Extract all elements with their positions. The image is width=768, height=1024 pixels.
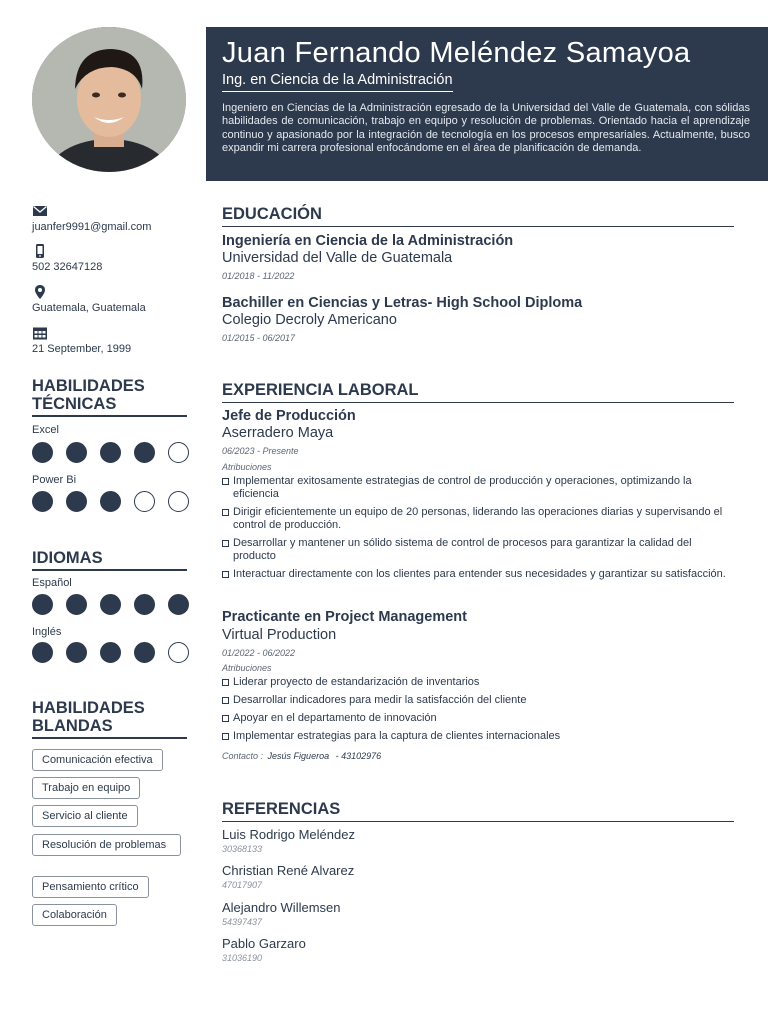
experience-title: EXPERIENCIA LABORAL bbox=[222, 380, 734, 403]
reference-name: Pablo Garzaro bbox=[222, 936, 306, 951]
skill-label-powerbi: Power Bi bbox=[32, 474, 77, 486]
rating-dot-filled bbox=[32, 642, 53, 663]
education-dates: 01/2015 - 06/2017 bbox=[222, 333, 296, 343]
rating-dot-filled bbox=[100, 442, 121, 463]
language-rating-spanish bbox=[32, 594, 189, 615]
list-item: Desarrollar indicadores para medir la satisfacción del cliente bbox=[222, 694, 734, 707]
rating-dot-filled bbox=[134, 442, 155, 463]
tech-skills-title bbox=[32, 377, 187, 417]
job-company: Virtual Production bbox=[222, 627, 337, 643]
rating-dot-filled bbox=[66, 594, 87, 615]
rating-dot-filled bbox=[32, 442, 53, 463]
full-name: Juan Fernando Meléndez Samayoa bbox=[222, 37, 691, 69]
skill-rating-powerbi bbox=[32, 491, 189, 512]
map-pin-icon bbox=[32, 284, 48, 300]
list-item: Interactuar directamente con los clientes para entender sus necesidades y garantizar su satisfacción. bbox=[222, 568, 734, 581]
header-banner bbox=[206, 27, 768, 181]
rating-dot-empty bbox=[168, 491, 189, 512]
tech-skills-title-line1: HABILIDADES bbox=[32, 377, 145, 395]
job-contact bbox=[222, 751, 381, 761]
job-contact-phone: - 43102976 bbox=[335, 751, 382, 761]
education-title: EDUCACIÓN bbox=[222, 204, 734, 227]
list-item: Desarrollar y mantener un sólido sistema de control de procesos para garantizar la calidad del producto bbox=[222, 537, 734, 563]
envelope-icon bbox=[32, 203, 48, 219]
list-item: Liderar proyecto de estandarización de inventarios bbox=[222, 676, 734, 689]
rating-dot-filled bbox=[168, 594, 189, 615]
rating-dot-filled bbox=[32, 594, 53, 615]
list-item: Apoyar en el departamento de innovación bbox=[222, 712, 734, 725]
soft-skill-tag: Colaboración bbox=[32, 904, 117, 926]
contact-location bbox=[32, 284, 146, 314]
rating-dot-filled bbox=[100, 594, 121, 615]
calendar-icon bbox=[32, 325, 48, 341]
profile-photo bbox=[32, 27, 186, 172]
skill-rating-excel bbox=[32, 442, 189, 463]
rating-dot-filled bbox=[100, 491, 121, 512]
email-text: juanfer9991@gmail.com bbox=[32, 221, 152, 233]
job-contact-label: Contacto : bbox=[222, 751, 264, 761]
rating-dot-filled bbox=[66, 442, 87, 463]
job-contact-name: Jesús Figueroa bbox=[267, 751, 330, 761]
reference-phone: 30368133 bbox=[222, 844, 263, 854]
education-degree: Ingeniería en Ciencia de la Administración bbox=[222, 233, 514, 249]
education-school: Universidad del Valle de Guatemala bbox=[222, 250, 453, 266]
job-title: Ing. en Ciencia de la Administración bbox=[222, 71, 453, 92]
soft-skill-tag: Trabajo en equipo bbox=[32, 777, 140, 799]
avatar bbox=[32, 27, 186, 172]
rating-dot-filled bbox=[100, 642, 121, 663]
job-dates: 01/2022 - 06/2022 bbox=[222, 648, 296, 658]
list-item: Dirigir eficientemente un equipo de 20 personas, liderando las operaciones diarias y supervisando el control de producción. bbox=[222, 506, 734, 532]
contact-email bbox=[32, 203, 151, 233]
contact-birthdate bbox=[32, 325, 131, 355]
profile-summary: Ingeniero en Ciencias de la Administración egresado de la Universidad del Valle de Guatemala, con sólidas habilidades de comunicación, trabajo en equipo y resolución de problemas. Orientado hacia el aprendizaje continuo y apasionado por la integración de tecnología en los procesos empresariales. Actualmente, busco expandir mi carrera profesional enfocándome en el área de planificación de demanda. bbox=[222, 102, 750, 155]
soft-skill-tag: Comunicación efectiva bbox=[32, 749, 163, 771]
list-item: Implementar exitosamente estrategias de control de producción y operaciones, optimizando la eficiencia bbox=[222, 475, 734, 501]
reference-phone: 31036190 bbox=[222, 953, 263, 963]
job-position: Jefe de Producción bbox=[222, 408, 356, 424]
phone-text: 502 32647128 bbox=[32, 261, 103, 273]
soft-skill-tag: Pensamiento crítico bbox=[32, 876, 149, 898]
job-duties-list bbox=[222, 475, 734, 586]
skill-label-excel: Excel bbox=[32, 424, 59, 436]
job-duties-label: Atribuciones bbox=[222, 462, 272, 472]
job-position: Practicante en Project Management bbox=[222, 609, 467, 625]
languages-title: IDIOMAS bbox=[32, 549, 187, 571]
soft-skill-tag: Resolución de problemas bbox=[32, 834, 181, 856]
job-company: Aserradero Maya bbox=[222, 425, 334, 441]
rating-dot-empty bbox=[168, 442, 189, 463]
reference-phone: 54397437 bbox=[222, 917, 263, 927]
rating-dot-filled bbox=[66, 491, 87, 512]
reference-name: Alejandro Willemsen bbox=[222, 900, 341, 915]
rating-dot-filled bbox=[32, 491, 53, 512]
location-text: Guatemala, Guatemala bbox=[32, 302, 146, 314]
job-duties-list bbox=[222, 676, 734, 748]
rating-dot-filled bbox=[134, 642, 155, 663]
reference-name: Christian René Alvarez bbox=[222, 863, 355, 878]
reference-name: Luis Rodrigo Meléndez bbox=[222, 827, 355, 842]
soft-skills-title bbox=[32, 699, 187, 739]
language-rating-english bbox=[32, 642, 189, 663]
rating-dot-empty bbox=[168, 642, 189, 663]
rating-dot-filled bbox=[66, 642, 87, 663]
language-label-english: Inglés bbox=[32, 626, 62, 638]
soft-skills-title-line1: HABILIDADES bbox=[32, 699, 145, 717]
birthdate-text: 21 September, 1999 bbox=[32, 343, 132, 355]
education-school: Colegio Decroly Americano bbox=[222, 312, 397, 328]
list-item: Implementar estrategias para la captura de clientes internacionales bbox=[222, 730, 734, 743]
references-title: REFERENCIAS bbox=[222, 799, 734, 822]
reference-phone: 47017907 bbox=[222, 880, 263, 890]
contact-phone bbox=[32, 243, 102, 273]
job-dates: 06/2023 - Presente bbox=[222, 446, 299, 456]
job-duties-label: Atribuciones bbox=[222, 663, 272, 673]
education-dates: 01/2018 - 11/2022 bbox=[222, 271, 295, 281]
soft-skill-tag: Servicio al cliente bbox=[32, 805, 138, 827]
rating-dot-empty bbox=[134, 491, 155, 512]
education-degree: Bachiller en Ciencias y Letras- High School Diploma bbox=[222, 295, 583, 311]
rating-dot-filled bbox=[134, 594, 155, 615]
tech-skills-title-line2: TÉCNICAS bbox=[32, 395, 117, 413]
language-label-spanish: Español bbox=[32, 577, 72, 589]
mobile-phone-icon bbox=[32, 243, 48, 259]
soft-skills-title-line2: BLANDAS bbox=[32, 717, 113, 735]
